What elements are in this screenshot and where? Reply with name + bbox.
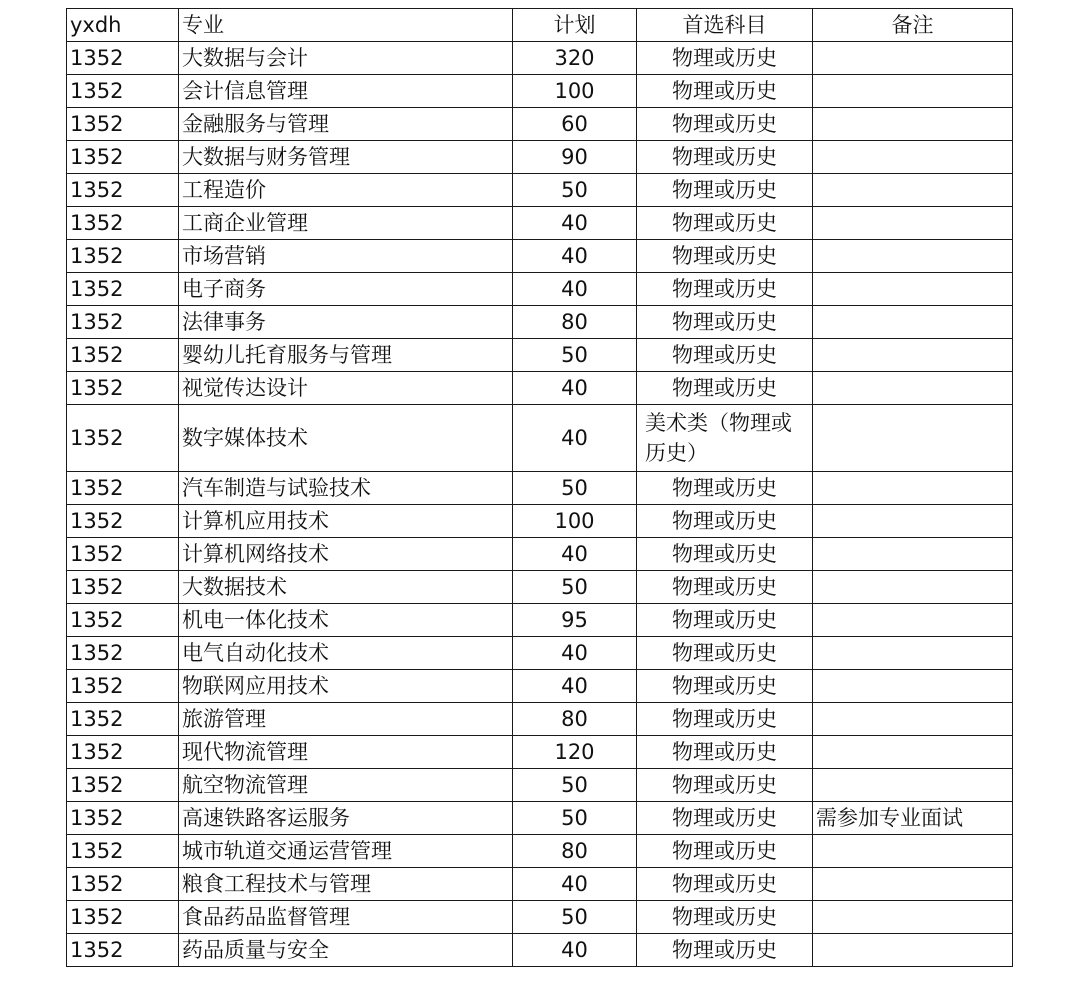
cell-subject: 物理或历史 (637, 769, 813, 802)
table-row (67, 141, 1013, 174)
header-major: 专业 (179, 9, 513, 42)
cell-plan: 100 (513, 75, 637, 108)
cell-code: 1352 (67, 240, 179, 273)
cell-subject: 物理或历史 (637, 472, 813, 505)
cell-plan: 100 (513, 505, 637, 538)
cell-subject: 物理或历史 (637, 736, 813, 769)
cell-note (813, 42, 1013, 75)
header-row (67, 9, 1013, 42)
cell-subject: 物理或历史 (637, 670, 813, 703)
table-row (67, 42, 1013, 75)
table-row (67, 273, 1013, 306)
cell-major: 工商企业管理 (179, 207, 513, 240)
table-row (67, 769, 1013, 802)
table-row (67, 670, 1013, 703)
header-subject: 首选科目 (637, 9, 813, 42)
cell-subject: 物理或历史 (637, 835, 813, 868)
cell-plan: 40 (513, 240, 637, 273)
cell-note (813, 108, 1013, 141)
cell-code: 1352 (67, 42, 179, 75)
table-row (67, 703, 1013, 736)
cell-note (813, 934, 1013, 967)
cell-note (813, 472, 1013, 505)
cell-subject: 物理或历史 (637, 802, 813, 835)
cell-code: 1352 (67, 538, 179, 571)
cell-major: 金融服务与管理 (179, 108, 513, 141)
cell-note (813, 769, 1013, 802)
cell-major: 视觉传达设计 (179, 372, 513, 405)
cell-note (813, 670, 1013, 703)
cell-code: 1352 (67, 273, 179, 306)
cell-subject: 物理或历史 (637, 571, 813, 604)
table-row (67, 472, 1013, 505)
cell-plan: 40 (513, 273, 637, 306)
cell-code: 1352 (67, 604, 179, 637)
cell-code: 1352 (67, 141, 179, 174)
cell-subject: 物理或历史 (637, 703, 813, 736)
cell-code: 1352 (67, 637, 179, 670)
cell-note (813, 405, 1013, 472)
table-row (67, 901, 1013, 934)
table-row (67, 604, 1013, 637)
cell-major: 法律事务 (179, 306, 513, 339)
cell-plan: 50 (513, 802, 637, 835)
table-row (67, 405, 1013, 472)
table-row (67, 108, 1013, 141)
cell-major: 电子商务 (179, 273, 513, 306)
cell-plan: 60 (513, 108, 637, 141)
cell-major: 汽车制造与试验技术 (179, 472, 513, 505)
table-row (67, 637, 1013, 670)
cell-major: 城市轨道交通运营管理 (179, 835, 513, 868)
cell-subject: 物理或历史 (637, 207, 813, 240)
cell-major: 计算机应用技术 (179, 505, 513, 538)
table-row (67, 306, 1013, 339)
cell-subject: 物理或历史 (637, 75, 813, 108)
cell-code: 1352 (67, 670, 179, 703)
cell-code: 1352 (67, 769, 179, 802)
cell-note (813, 901, 1013, 934)
cell-code: 1352 (67, 339, 179, 372)
cell-note (813, 637, 1013, 670)
cell-major: 航空物流管理 (179, 769, 513, 802)
cell-major: 大数据技术 (179, 571, 513, 604)
cell-plan: 50 (513, 901, 637, 934)
cell-note (813, 174, 1013, 207)
cell-plan: 50 (513, 769, 637, 802)
cell-major: 机电一体化技术 (179, 604, 513, 637)
cell-code: 1352 (67, 505, 179, 538)
table-body (67, 42, 1013, 967)
cell-code: 1352 (67, 736, 179, 769)
cell-major: 物联网应用技术 (179, 670, 513, 703)
cell-note (813, 868, 1013, 901)
cell-plan: 40 (513, 207, 637, 240)
cell-code: 1352 (67, 901, 179, 934)
cell-code: 1352 (67, 405, 179, 472)
cell-plan: 120 (513, 736, 637, 769)
enrollment-plan-sheet (66, 8, 1012, 967)
table-row (67, 538, 1013, 571)
header-note: 备注 (813, 9, 1013, 42)
table-row (67, 736, 1013, 769)
cell-plan: 320 (513, 42, 637, 75)
cell-plan: 90 (513, 141, 637, 174)
table-row (67, 75, 1013, 108)
table-row (67, 802, 1013, 835)
cell-note (813, 703, 1013, 736)
cell-note: 需参加专业面试 (813, 802, 1013, 835)
cell-note (813, 75, 1013, 108)
cell-code: 1352 (67, 75, 179, 108)
cell-subject: 物理或历史 (637, 273, 813, 306)
cell-code: 1352 (67, 108, 179, 141)
cell-note (813, 835, 1013, 868)
cell-plan: 50 (513, 571, 637, 604)
cell-code: 1352 (67, 472, 179, 505)
cell-plan: 50 (513, 339, 637, 372)
table-row (67, 868, 1013, 901)
cell-major: 大数据与财务管理 (179, 141, 513, 174)
cell-major: 食品药品监督管理 (179, 901, 513, 934)
table-row (67, 505, 1013, 538)
cell-subject: 物理或历史 (637, 505, 813, 538)
cell-major: 市场营销 (179, 240, 513, 273)
cell-code: 1352 (67, 571, 179, 604)
cell-plan: 40 (513, 670, 637, 703)
cell-plan: 50 (513, 472, 637, 505)
cell-code: 1352 (67, 174, 179, 207)
cell-major: 工程造价 (179, 174, 513, 207)
table-row (67, 835, 1013, 868)
cell-note (813, 372, 1013, 405)
cell-major: 会计信息管理 (179, 75, 513, 108)
cell-subject: 美术类（物理或历史） (637, 405, 813, 472)
enrollment-plan-table (66, 8, 1013, 967)
cell-major: 现代物流管理 (179, 736, 513, 769)
cell-subject: 物理或历史 (637, 306, 813, 339)
cell-code: 1352 (67, 306, 179, 339)
cell-note (813, 339, 1013, 372)
cell-plan: 80 (513, 835, 637, 868)
table-row (67, 372, 1013, 405)
cell-plan: 40 (513, 934, 637, 967)
cell-subject: 物理或历史 (637, 538, 813, 571)
cell-subject: 物理或历史 (637, 141, 813, 174)
cell-subject: 物理或历史 (637, 240, 813, 273)
cell-code: 1352 (67, 802, 179, 835)
cell-major: 药品质量与安全 (179, 934, 513, 967)
cell-subject: 物理或历史 (637, 372, 813, 405)
header-plan: 计划 (513, 9, 637, 42)
cell-major: 大数据与会计 (179, 42, 513, 75)
header-code: yxdh (67, 9, 179, 42)
cell-subject: 物理或历史 (637, 637, 813, 670)
cell-note (813, 240, 1013, 273)
cell-plan: 80 (513, 306, 637, 339)
table-row (67, 174, 1013, 207)
cell-note (813, 505, 1013, 538)
cell-plan: 50 (513, 174, 637, 207)
cell-major: 粮食工程技术与管理 (179, 868, 513, 901)
cell-subject: 物理或历史 (637, 901, 813, 934)
table-row (67, 339, 1013, 372)
cell-major: 电气自动化技术 (179, 637, 513, 670)
cell-subject: 物理或历史 (637, 174, 813, 207)
cell-subject: 物理或历史 (637, 934, 813, 967)
cell-subject: 物理或历史 (637, 604, 813, 637)
cell-major: 数字媒体技术 (179, 405, 513, 472)
cell-plan: 95 (513, 604, 637, 637)
cell-subject: 物理或历史 (637, 42, 813, 75)
cell-subject: 物理或历史 (637, 339, 813, 372)
cell-subject: 物理或历史 (637, 868, 813, 901)
cell-note (813, 306, 1013, 339)
table-row (67, 207, 1013, 240)
table-row (67, 934, 1013, 967)
cell-note (813, 141, 1013, 174)
cell-plan: 40 (513, 538, 637, 571)
cell-note (813, 571, 1013, 604)
table-row (67, 240, 1013, 273)
cell-plan: 80 (513, 703, 637, 736)
cell-code: 1352 (67, 703, 179, 736)
cell-note (813, 538, 1013, 571)
cell-plan: 40 (513, 868, 637, 901)
cell-major: 旅游管理 (179, 703, 513, 736)
cell-note (813, 207, 1013, 240)
cell-code: 1352 (67, 868, 179, 901)
cell-note (813, 273, 1013, 306)
cell-subject: 物理或历史 (637, 108, 813, 141)
cell-plan: 40 (513, 405, 637, 472)
cell-code: 1352 (67, 372, 179, 405)
cell-major: 高速铁路客运服务 (179, 802, 513, 835)
cell-plan: 40 (513, 637, 637, 670)
cell-note (813, 736, 1013, 769)
cell-major: 婴幼儿托育服务与管理 (179, 339, 513, 372)
cell-major: 计算机网络技术 (179, 538, 513, 571)
cell-note (813, 604, 1013, 637)
cell-code: 1352 (67, 207, 179, 240)
cell-plan: 40 (513, 372, 637, 405)
cell-code: 1352 (67, 835, 179, 868)
table-row (67, 571, 1013, 604)
cell-code: 1352 (67, 934, 179, 967)
